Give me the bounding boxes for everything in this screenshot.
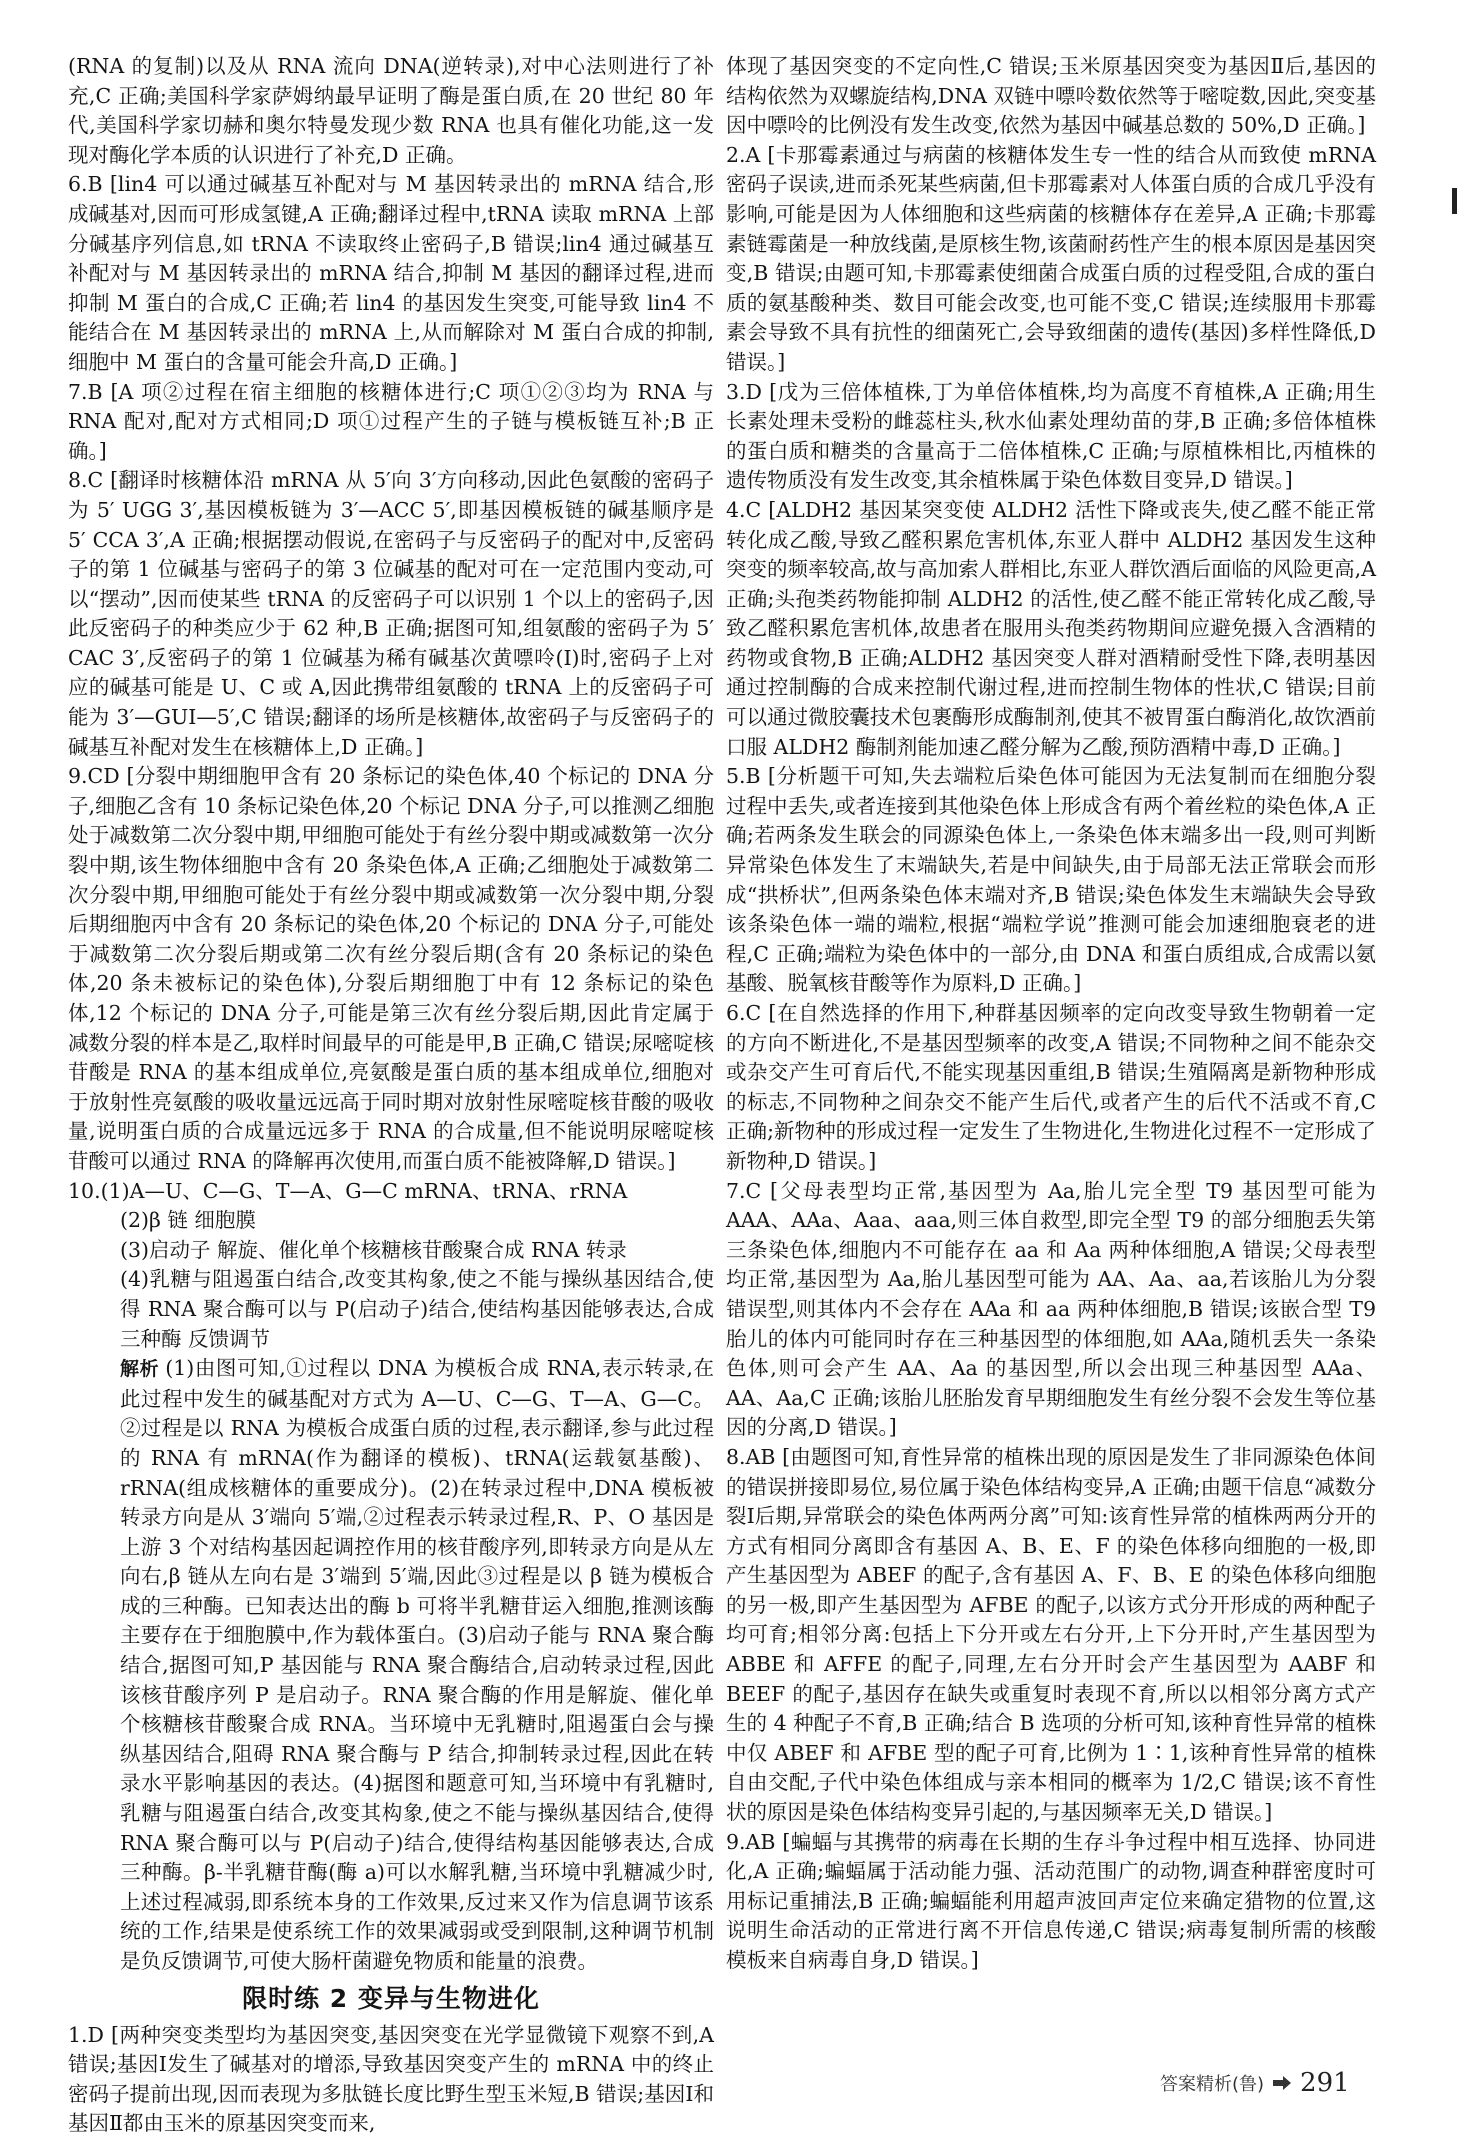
section-title: 限时练 2 变异与生物进化 [242,1983,540,2013]
answer-10-line-4: (4)乳糖与阻遏蛋白结合,改变其构象,使之不能与操纵基因结合,使得 RNA 聚合酶可以与 P(启动子)结合,使结构基因能够表达,合成三种酶 反馈调节 [120,1267,714,1351]
answer-6b: 6.C [在自然选择的作用下,种群基因频率的定向改变导致生物朝着一定的方向不断进化,不是基因型频率的改变,A 错误;不同物种之间不能杂交或杂交产生可育后代,不能实现基因重组,B 错误;生殖隔离是新物种形成的标志,不同物种之间杂交不能产生后代,或者产生的后代不活或不育,C 正确;新物种的形成过程一定发生了生物进化,生物进化过程不一定形成了新物种,D 错误。] [726,1001,1376,1173]
answer-9: 9.CD [分裂中期细胞甲含有 20 条标记的染色体,40 个标记的 DNA 分子,细胞乙含有 10 条标记染色体,20 个标记 DNA 分子,可以推测乙细胞处于减数第二次分裂中期,甲细胞可能处于有丝分裂中期或减数第一次分裂中期,该生物体细胞中含有 20 条染色体,A 正确;乙细胞处于减数第二次分裂中期,甲细胞可能处于有丝分裂中期或减数第一次分裂中期,分裂后期细胞丙中含有 20 条标记的染色体,20 个标记的 DNA 分子,可能处于减数第二次分裂后期或第二次有丝分裂后期(含有 20 条标记的染色体,20 条未被标记的染色体),分裂后期细胞丁中有 12 条标记的染色体,12 个标记的 DNA 分子,可能是第三次有丝分裂后期,因此肯定属于减数分裂的样本是乙,取样时间最早的可能是甲,B 正确,C 错误;尿嘧啶核苷酸是 RNA 的基本组成单位,亮氨酸是蛋白质的基本组成单位,细胞对于放射性亮氨酸的吸收量远远高于同时期对放射性尿嘧啶核苷酸的吸收量,说明蛋白质的合成量远远多于 RNA 的合成量,但不能说明尿嘧啶核苷酸可以通过 RNA 的降解再次使用,而蛋白质不能被降解,D 错误。] [68,764,714,1173]
answer-7: 7.B [A 项②过程在宿主细胞的核糖体进行;C 项①②③均为 RNA 与 RNA 配对,配对方式相同;D 项①过程产生的子链与模板链互补;B 正确。] [68,379,714,463]
answer-5: 5.B [分析题干可知,失去端粒后染色体可能因为无法复制而在细胞分裂过程中丢失,或者连接到其他染色体上形成含有两个着丝粒的染色体,A 正确;若两条发生联会的同源染色体上,一条染色体末端多出一段,则可判断异常染色体发生了末端缺失,若是中间缺失,由于局部无法正常联会而形成“拱桥状”,但两条染色体末端对齐,B 错误;染色体发生末端缺失会导致该条染色体一端的端粒,根据“端粒学说”推测可能会加速细胞衰老的进程,C 正确;端粒为染色体中的一部分,由 DNA 和蛋白质组成,合成需以氨基酸、脱氧核苷酸等作为原料,D 正确。] [726,764,1376,996]
answer-3: 3.D [戊为三倍体植株,丁为单倍体植株,均为高度不育植株,A 正确;用生长素处理未受粉的雌蕊柱头,秋水仙素处理幼苗的芽,B 正确;多倍体植株的蛋白质和糖类的含量高于二倍体植株,C 正确;与原植株相比,丙植株的遗传物质没有发生改变,其余植株属于染色体数目变异,D 错误。] [726,379,1376,493]
answer-8b: 8.AB [由题图可知,育性异常的植株出现的原因是发生了非同源染色体间的错误拼接即易位,易位属于染色体结构变异,A 正确;由题干信息“减数分裂Ⅰ后期,异常联会的染色体两两分离”可知:该育性异常的植株两两分开的方式有相同分离即含有基因 A、B、E、F 的染色体移向细胞的一极,即产生基因型为 ABEF 的配子,含有基因 A、F、B、E 的染色体移向细胞的另一极,即产生基因型为 AFBE 的配子,以该方式分开形成的两种配子均可育;相邻分离:包括上下分开或左右分开,上下分开时,产生基因型为 ABBE 和 AFFE 的配子,同理,左右分开时会产生基因型为 AABF 和 BEEF 的配子,基因存在缺失或重复时表现不育,所以以相邻分离方式产生的 4 种配子不育,B 正确;结合 B 选项的分析可知,该种育性异常的植株中仅 ABEF 和 AFBE 型的配子可育,比例为 1∶1,该种育性异常的植株自由交配,子代中染色体组成与亲本相同的概率为 1/2,C 错误;该不育性状的原因是染色体结构变异引起的,与基因频率无关,D 错误。] [726,1444,1376,1825]
answer-10-line-1: 10.(1)A—U、C—G、T—A、G—C mRNA、tRNA、rRNA [68,1178,628,1203]
page-number: 291 [1300,2068,1350,2098]
answer-1-continued: 体现了基因突变的不定向性,C 错误;玉米原基因突变为基因Ⅱ后,基因的结构依然为双螺旋结构,DNA 双链中嘌呤数依然等于嘧啶数,因此,突变基因中嘌呤的比例没有发生改变,依然为基因中碱基总数的 50%,D 正确。] [726,54,1376,138]
answer-10-analysis [68,1354,714,1976]
section-answer-1: 1.D [两种突变类型均为基因突变,基因突变在光学显微镜下观察不到,A 错误;基因Ⅰ发生了碱基对的增添,导致基因突变产生的 mRNA 中的终止密码子提前出现,因而表现为多肽链长度比野生型玉米短,B 错误;基因Ⅰ和基因Ⅱ都由玉米的原基因突变而来, [68,2022,714,2136]
page-edge-tab [1452,188,1457,214]
answer-10 [68,1177,714,1977]
answer-10-line-2: (2)β 链 细胞膜 [120,1208,256,1233]
answer-9b: 9.AB [蝙蝠与其携带的病毒在长期的生存斗争过程中相互选择、协同进化,A 正确;蝙蝠属于活动能力强、活动范围广的动物,调查种群密度时可用标记重捕法,B 正确;蝙蝠能利用超声波回声定位来确定猎物的位置,这说明生命活动的正常进行离不开信息传递,C 错误;病毒复制所需的核酸模板来自病毒自身,D 错误。] [726,1829,1376,1972]
answer-10-line-3: (3)启动子 解旋、催化单个核糖核苷酸聚合成 RNA 转录 [120,1237,627,1262]
footer-label: 答案精析(鲁) [1160,2074,1265,2095]
answer-4: 4.C [ALDH2 基因某突变使 ALDH2 活性下降或丧失,使乙醛不能正常转化成乙酸,导致乙醛积累危害机体,东亚人群中 ALDH2 基因发生这种突变的频率较高,故与高加索人群相比,东亚人群饮酒后面临的风险更高,A 正确;头孢类药物能抑制 ALDH2 的活性,使乙醛不能正常转化成乙酸,导致乙醛积累危害机体,故患者在服用头孢类药物期间应避免摄入含酒精的药物或食物,B 正确;ALDH2 基因突变人群对酒精耐受性下降,表明基因通过控制酶的合成来控制代谢过程,进而控制生物体的性状,C 错误;目前可以通过微胶囊技术包裹酶形成酶制剂,使其不被胃蛋白酶消化,故饮酒前口服 ALDH2 酶制剂能加速乙醛分解为乙酸,预防酒精中毒,D 正确。] [726,497,1376,759]
right-column [726,52,1376,1976]
answer-7b: 7.C [父母表型均正常,基因型为 Aa,胎儿完全型 T9 基因型可能为 AAA、AAa、Aaa、aaa,则三体自救型,即完全型 T9 的部分细胞丢失第三条染色体,细胞内不可能存在 aa 和 Aa 两种体细胞,A 错误;父母表型均正常,基因型为 Aa,胎儿基因型可能为 AA、Aa、aa,若该胎儿为分裂错误型,则其体内不会存在 AAa 和 aa 两种体细胞,B 错误;该嵌合型 T9 胎儿的体内可能同时存在三种基因型的体细胞,如 AAa,随机丢失一条染色体,则可会产生 AA、Aa 的基因型,所以会出现三种基因型 AAa、AA、Aa,C 正确;该胎儿胚胎发育早期细胞发生有丝分裂不会发生等位基因的分离,D 错误。] [726,1178,1376,1440]
answer-8: 8.C [翻译时核糖体沿 mRNA 从 5′向 3′方向移动,因此色氨酸的密码子为 5′ UGG 3′,基因模板链为 3′—ACC 5′,即基因模板链的碱基顺序是 5′ CCA 3′,A 正确;根据摆动假说,在密码子与反密码子的配对中,反密码子的第 1 位碱基与密码子的第 3 位碱基的配对可在一定范围内变动,可以“摆动”,因而使某些 tRNA 的反密码子可以识别 1 个以上的密码子,因此反密码子的种类应少于 62 种,B 正确;据图可知,组氨酸的密码子为 5′ CAC 3′,反密码子的第 1 位碱基为稀有碱基次黄嘌呤(I)时,密码子上对应的碱基可能是 U、C 或 A,因此携带组氨酸的 tRNA 上的反密码子可能为 3′—GUI—5′,C 错误;翻译的场所是核糖体,故密码子与反密码子的碱基互补配对发生在核糖体上,D 正确。] [68,468,714,759]
answer-2: 2.A [卡那霉素通过与病菌的核糖体发生专一性的结合从而致使 mRNA 密码子误读,进而杀死某些病菌,但卡那霉素对人体蛋白质的合成几乎没有影响,可能是因为人体细胞和这些病菌的核糖体存在差异,A 正确;卡那霉素链霉菌是一种放线菌,是原核生物,该菌耐药性产生的根本原因是基因突变,B 错误;由题可知,卡那霉素使细菌合成蛋白质的过程受阻,合成的蛋白质的氨基酸种类、数目可能会改变,也可能不变,C 错误;连续服用卡那霉素会导致不具有抗性的细菌死亡,会导致细菌的遗传(基因)多样性降低,D 错误。] [726,142,1376,374]
analysis-label: 解析 [120,1358,160,1381]
left-column [68,52,714,2139]
answer-6: 6.B [lin4 可以通过碱基互补配对与 M 基因转录出的 mRNA 结合,形成碱基对,因而可形成氢键,A 正确;翻译过程中,tRNA 读取 mRNA 上部分碱基序列信息,如 tRNA 不读取终止密码子,B 错误;lin4 通过碱基互补配对与 M 基因转录出的 mRNA 结合,抑制 M 基因的翻译过程,进而抑制 M 蛋白的合成,C 正确;若 lin4 的基因发生突变,可能导致 lin4 不能结合在 M 基因转录出的 mRNA 上,从而解除对 M 蛋白合成的抑制,细胞中 M 蛋白的含量可能会升高,D 正确。] [68,172,714,374]
answer-continued-5: (RNA 的复制)以及从 RNA 流向 DNA(逆转录),对中心法则进行了补充,C 正确;美国科学家萨姆纳最早证明了酶是蛋白质,在 20 世纪 80 年代,美国科学家切赫和奥尔特曼发现少数 RNA 也具有催化功能,这一发现对酶化学本质的认识进行了补充,D 正确。 [68,54,714,167]
page-footer [1160,2066,1400,2100]
right-arrow-icon [1272,2075,1292,2091]
analysis-text: (1)由图可知,①过程以 DNA 为模板合成 RNA,表示转录,在此过程中发生的碱基配对方式为 A—U、C—G、T—A、G—C。②过程是以 RNA 为模板合成蛋白质的过程,表示翻译,参与此过程的 RNA 有 mRNA(作为翻译的模板)、tRNA(运载氨基酸)、rRNA(组成核糖体的重要成分)。(2)在转录过程中,DNA 模板被转录方向是从 3′端向 5′端,②过程表示转录过程,R、P、O 基因是上游 3 个对结构基因起调控作用的核苷酸序列,即转录方向是从左向右,β 链从左向右是 3′端到 5′端,因此③过程是以 β 链为模板合成的三种酶。已知表达出的酶 b 可将半乳糖苷运入细胞,推测该酶主要存在于细胞膜中,作为载体蛋白。(3)启动子能与 RNA 聚合酶结合,据图可知,P 基因能与 RNA 聚合酶结合,启动转录过程,因此该核苷酸序列 P 是启动子。RNA 聚合酶的作用是解旋、催化单个核糖核苷酸聚合成 RNA。当环境中无乳糖时,阻遏蛋白会与操纵基因结合,阻碍 RNA 聚合酶与 P 结合,抑制转录过程,因此在转录水平影响基因的表达。(4)据图和题意可知,当环境中有乳糖时,乳糖与阻遏蛋白结合,改变其构象,使之不能与操纵基因结合,使得 RNA 聚合酶可以与 P(启动子)结合,使得结构基因能够表达,合成三种酶。β-半乳糖苷酶(酶 a)可以水解乳糖,当环境中乳糖减少时,上述过程减弱,即系统本身的工作效果,反过来又作为信息调节该系统的工作,结果是使系统工作的效果减弱或受到限制,这种调节机制是负反馈调节,可使大肠杆菌避免物质和能量的浪费。 [120,1356,714,1973]
